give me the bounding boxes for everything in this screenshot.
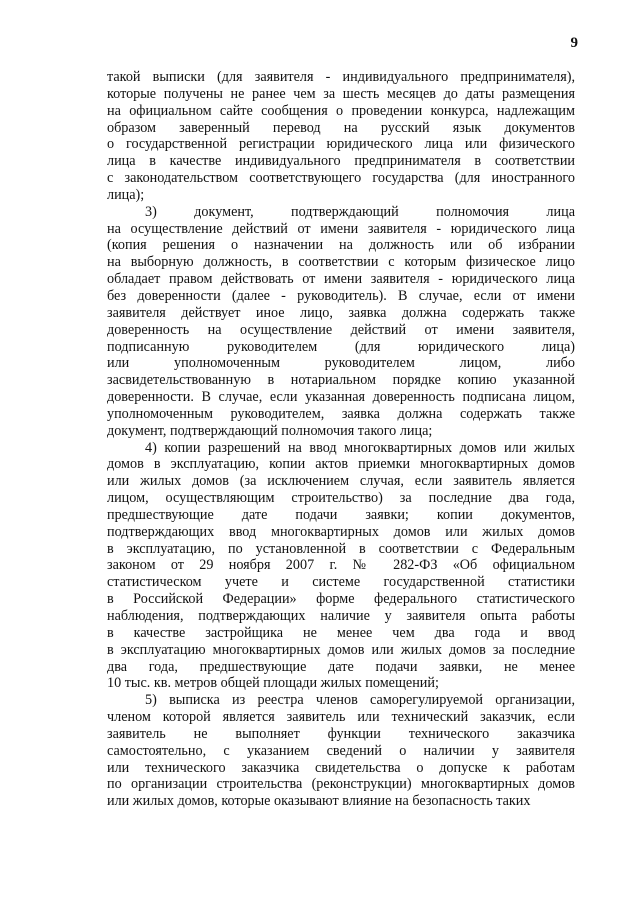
text-line: наблюдения, подтверждающих наличие у заявителя опыта работы xyxy=(107,608,575,624)
paragraph xyxy=(107,204,575,440)
text-line: подписанную руководителем (для юридического лица) xyxy=(107,338,575,355)
text-line: самостоятельно, с указанием сведений о наличии у заявителя xyxy=(107,742,575,759)
text-line: 10 тыс. кв. метров общей площади жилых помещений; xyxy=(107,675,439,692)
text-line: или уполномоченным руководителем лицом, либо xyxy=(107,355,575,372)
text-line: лица); xyxy=(107,186,145,203)
page-number: 9 xyxy=(570,35,578,51)
document-body xyxy=(107,69,575,810)
text-line: такой выписки (для заявителя - индивидуального предпринимателя), xyxy=(107,69,575,85)
text-line: или технического заказчика свидетельства о допуске к работам xyxy=(107,759,575,776)
paragraph xyxy=(107,69,575,204)
text-line: статистическом учете и системе государственной статистики xyxy=(107,574,575,591)
text-line: на официальном сайте сообщения о проведении конкурса, надлежащим xyxy=(107,102,575,119)
text-line: документ, подтверждающий полномочия такого лица; xyxy=(107,422,433,439)
text-line: 4) копии разрешений на ввод многоквартирных домов или жилых xyxy=(145,439,575,456)
text-line: по организации строительства (реконструкции) многоквартирных домов xyxy=(107,776,575,793)
text-line: образом заверенный перевод на русский язык документов xyxy=(107,119,575,136)
text-line: доверенность на осуществление действий от имени заявителя, xyxy=(107,321,575,338)
text-line: (копия решения о назначении на должность или об избрании xyxy=(107,237,575,254)
text-line: обладает правом действовать от имени заявителя - юридического лица xyxy=(107,271,575,288)
text-line: заявителя действует иное лицо, заявка должна содержать также xyxy=(107,304,575,321)
text-line: или жилых домов (за исключением случая, если заявитель является xyxy=(107,473,575,490)
paragraph xyxy=(107,440,575,693)
text-line: лица в качестве индивидуального предпринимателя в соответствии xyxy=(107,153,575,170)
text-line: в качестве застройщика не менее чем два года и ввод xyxy=(107,624,575,641)
text-line: на осуществление действий от имени заявителя - юридического лица xyxy=(107,220,575,237)
paragraph xyxy=(107,692,575,810)
text-line: о государственной регистрации юридического лица или физического xyxy=(107,136,575,153)
text-line: которые получены не ранее чем за шесть месяцев до даты размещения xyxy=(107,85,575,102)
text-line: лицом, осуществляющим строительство) за последние два года, xyxy=(107,490,575,507)
text-line: уполномоченным руководителем, заявка должна содержать также xyxy=(107,405,575,422)
text-line: 3) документ, подтверждающий полномочия лица xyxy=(145,203,575,220)
text-line: засвидетельствованную в нотариальном порядке копию указанной xyxy=(107,372,575,389)
text-line: домов в эксплуатацию, копии актов приемки многоквартирных домов xyxy=(107,456,575,473)
text-line: в Российской Федерации» форме федерального статистического xyxy=(107,591,575,608)
text-line: или жилых домов, которые оказывают влияние на безопасность таких xyxy=(107,793,531,810)
text-line: предшествующие дате подачи заявки; копии документов, xyxy=(107,506,575,523)
text-line: законом от 29 ноября 2007 г. № 282-ФЗ «Об официальном xyxy=(107,557,575,574)
text-line: 5) выписка из реестра членов саморегулируемой организации, xyxy=(145,692,575,709)
text-line: членом которой является заявитель или технический заказчик, если xyxy=(107,709,575,726)
text-line: подтверждающих ввод многоквартирных домов или жилых домов xyxy=(107,523,575,540)
text-line: без доверенности (далее - руководитель). В случае, если от имени xyxy=(107,287,575,304)
text-line: заявитель не выполняет функции технического заказчика xyxy=(107,725,575,742)
text-line: в эксплуатацию, по установленной в соответствии с Федеральным xyxy=(107,540,575,557)
text-line: на выборную должность, в соответствии с которым физическое лицо xyxy=(107,254,575,271)
text-line: в эксплуатацию многоквартирных домов или жилых домов за последние xyxy=(107,641,575,658)
text-line: с законодательством соответствующего государства (для иностранного xyxy=(107,170,575,187)
text-line: два года, предшествующие дате подачи заявки, не менее xyxy=(107,658,575,675)
text-line: доверенности. В случае, если указанная доверенность подписана лицом, xyxy=(107,389,575,406)
